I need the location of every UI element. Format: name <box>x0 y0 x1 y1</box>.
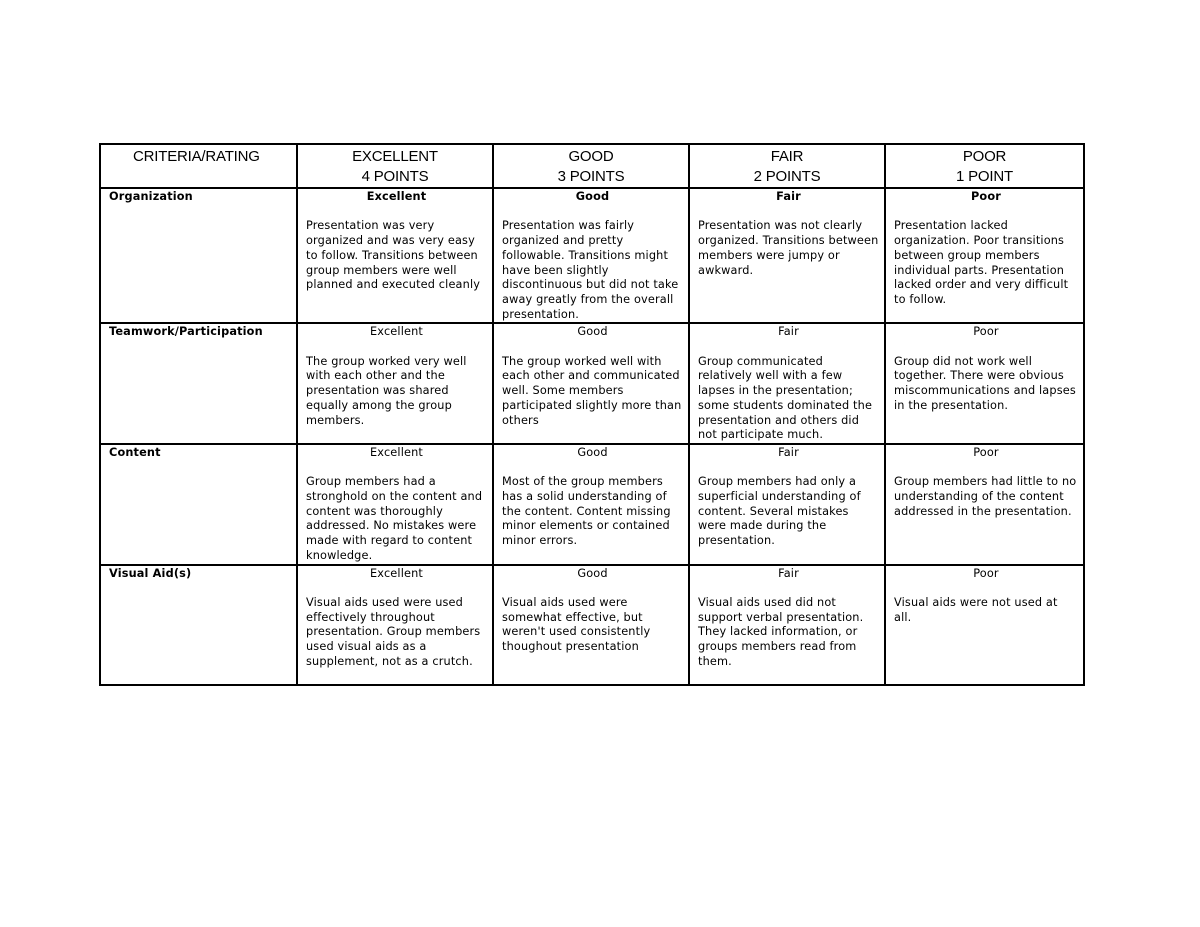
rating-description: Group members had only a superficial understanding of content. Several mistakes were made during the presentation. <box>698 475 861 548</box>
cell-poor <box>885 565 1084 685</box>
cell-good <box>493 323 689 444</box>
header-poor: POOR 1 POINT <box>885 144 1084 188</box>
table-row <box>100 323 1084 444</box>
rating-label: Poor <box>973 566 999 580</box>
cell-excellent <box>297 188 493 323</box>
rating-description: Presentation was fairly organized and pretty followable. Transitions might have been slightly discontinuous but did not take away greatly from the overall presentation. <box>502 219 679 321</box>
header-good: GOOD 3 POINTS <box>493 144 689 188</box>
cell-poor <box>885 323 1084 444</box>
cell-fair <box>689 323 885 444</box>
rating-label: Poor <box>973 445 999 459</box>
criterion-organization: Organization <box>100 188 297 323</box>
cell-good <box>493 444 689 565</box>
rating-label: Good <box>577 325 608 339</box>
criterion-teamwork: Teamwork/Participation <box>100 323 297 444</box>
rating-description: Visual aids used were somewhat effective, but weren't used consistently thoughout presentation <box>502 595 651 654</box>
rating-label: Fair <box>778 325 799 339</box>
rating-description: The group worked very well with each other and the presentation was shared equally among the group members. <box>306 354 467 427</box>
rating-label: Good <box>577 566 608 580</box>
header-fair: FAIR 2 POINTS <box>689 144 885 188</box>
rating-label: Excellent <box>366 190 427 203</box>
table-row <box>100 444 1084 565</box>
cell-fair <box>689 188 885 323</box>
header-row <box>100 144 1084 188</box>
rating-label: Good <box>577 445 608 459</box>
rating-description: Presentation was not clearly organized. Transitions between members were jumpy or awkward. <box>698 219 879 277</box>
rating-description: Presentation lacked organization. Poor transitions between group members individual parts. Presentation lacked order and very difficult to follow. <box>894 219 1069 306</box>
rating-description: Presentation was very organized and was very easy to follow. Transitions between group members were well planned and executed cleanly <box>306 219 481 292</box>
rating-label: Excellent <box>370 566 423 580</box>
rating-description: The group worked well with each other and communicated well. Some members participated slightly more than others <box>502 354 682 427</box>
cell-excellent <box>297 444 493 565</box>
rating-label: Excellent <box>370 445 423 459</box>
cell-fair <box>689 565 885 685</box>
rating-label: Excellent <box>370 325 423 339</box>
cell-poor <box>885 188 1084 323</box>
rating-description: Group communicated relatively well with a few lapses in the presentation; some students dominated the presentation and others did not participate much. <box>698 354 873 442</box>
rating-description: Visual aids used did not support verbal presentation. They lacked information, or groups members read from them. <box>698 595 864 668</box>
criterion-visual-aids: Visual Aid(s) <box>100 565 297 685</box>
rating-description: Visual aids used were used effectively throughout presentation. Group members used visual aids as a supplement, not as a crutch. <box>306 595 481 668</box>
cell-poor <box>885 444 1084 565</box>
cell-excellent <box>297 323 493 444</box>
rating-description: Most of the group members has a solid understanding of the content. Content missing minor elements or contained minor errors. <box>502 475 671 548</box>
cell-good <box>493 565 689 685</box>
rating-description: Visual aids were not used at all. <box>894 595 1058 624</box>
cell-excellent <box>297 565 493 685</box>
header-excellent: EXCELLENT 4 POINTS <box>297 144 493 188</box>
rating-description: Group did not work well together. There were obvious miscommunications and lapses in the presentation. <box>894 354 1076 412</box>
rating-description: Group members had little to no understanding of the content addressed in the presentation. <box>894 475 1077 518</box>
rating-label: Fair <box>778 445 799 459</box>
criterion-content: Content <box>100 444 297 565</box>
header-criteria-rating: CRITERIA/RATING <box>100 144 297 188</box>
table-row <box>100 188 1084 323</box>
rating-label: Poor <box>971 190 1001 203</box>
rating-label: Good <box>575 190 610 203</box>
rating-description: Group members had a stronghold on the content and content was thoroughly addressed. No mistakes were made with regard to content knowledge. <box>306 475 483 562</box>
rubric-table <box>99 143 1085 686</box>
table-row <box>100 565 1084 685</box>
cell-fair <box>689 444 885 565</box>
rating-label: Fair <box>776 190 801 203</box>
rating-label: Poor <box>973 325 999 339</box>
rating-label: Fair <box>778 566 799 580</box>
cell-good <box>493 188 689 323</box>
